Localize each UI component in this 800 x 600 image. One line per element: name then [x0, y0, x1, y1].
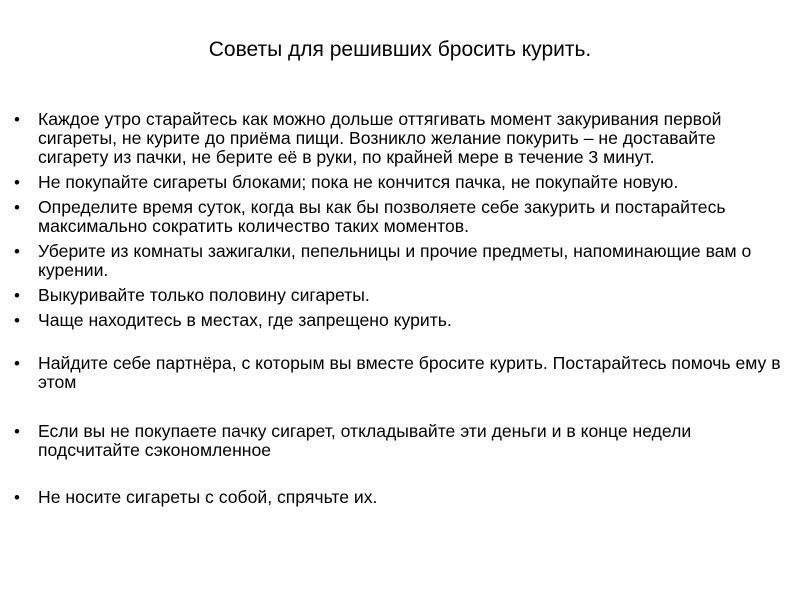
- list-item: [14, 354, 790, 392]
- list-item-text: Каждое утро старайтесь как можно дольше оттягивать момент закуривания первой сигареты, не курите до приёма пищи. Возникло желание покурить – не доставайте сигарету из пачки, не берите её в руки, по крайней мере в течение 3 минут.: [38, 109, 722, 167]
- list-item: [14, 286, 790, 305]
- bullet-icon: •: [14, 488, 20, 507]
- list-item: [14, 173, 790, 192]
- bullet-icon: •: [14, 198, 20, 217]
- bullet-icon: •: [14, 110, 20, 129]
- list-item-text: Не покупайте сигареты блоками; пока не кончится пачка, не покупайте новую.: [38, 172, 679, 192]
- bullet-icon: •: [14, 311, 20, 330]
- bullet-icon: •: [14, 173, 20, 192]
- list-item-text: Уберите из комнаты зажигалки, пепельницы и прочие предметы, напоминающие вам о курении.: [38, 241, 752, 280]
- list-item-text: Выкуривайте только половину сигареты.: [38, 285, 370, 305]
- list-item: [14, 110, 790, 167]
- bullet-icon: •: [14, 422, 20, 441]
- list-item: [14, 422, 790, 460]
- slide-title: Советы для решивших бросить курить.: [208, 38, 592, 61]
- list-item-text: Найдите себе партнёра, с которым вы вместе бросите курить. Постарайтесь помочь ему в этом: [38, 353, 781, 392]
- bullet-icon: •: [14, 286, 20, 305]
- list-item-text: Если вы не покупаете пачку сигарет, откладывайте эти деньги и в конце недели подсчитайте сэкономленное: [38, 421, 692, 460]
- list-item-text: Определите время суток, когда вы как бы позволяете себе закурить и постарайтесь максимально сократить количество таких моментов.: [38, 197, 726, 236]
- list-item-text: Не носите сигареты с собой, спрячьте их.: [38, 487, 378, 507]
- bullet-icon: •: [14, 354, 20, 373]
- list-item: [14, 198, 790, 236]
- list-item: [14, 311, 790, 330]
- list-item-text: Чаще находитесь в местах, где запрещено курить.: [38, 310, 452, 330]
- list-item: [14, 488, 790, 507]
- bullet-icon: •: [14, 242, 20, 261]
- tips-list: [14, 110, 790, 507]
- list-item: [14, 242, 790, 280]
